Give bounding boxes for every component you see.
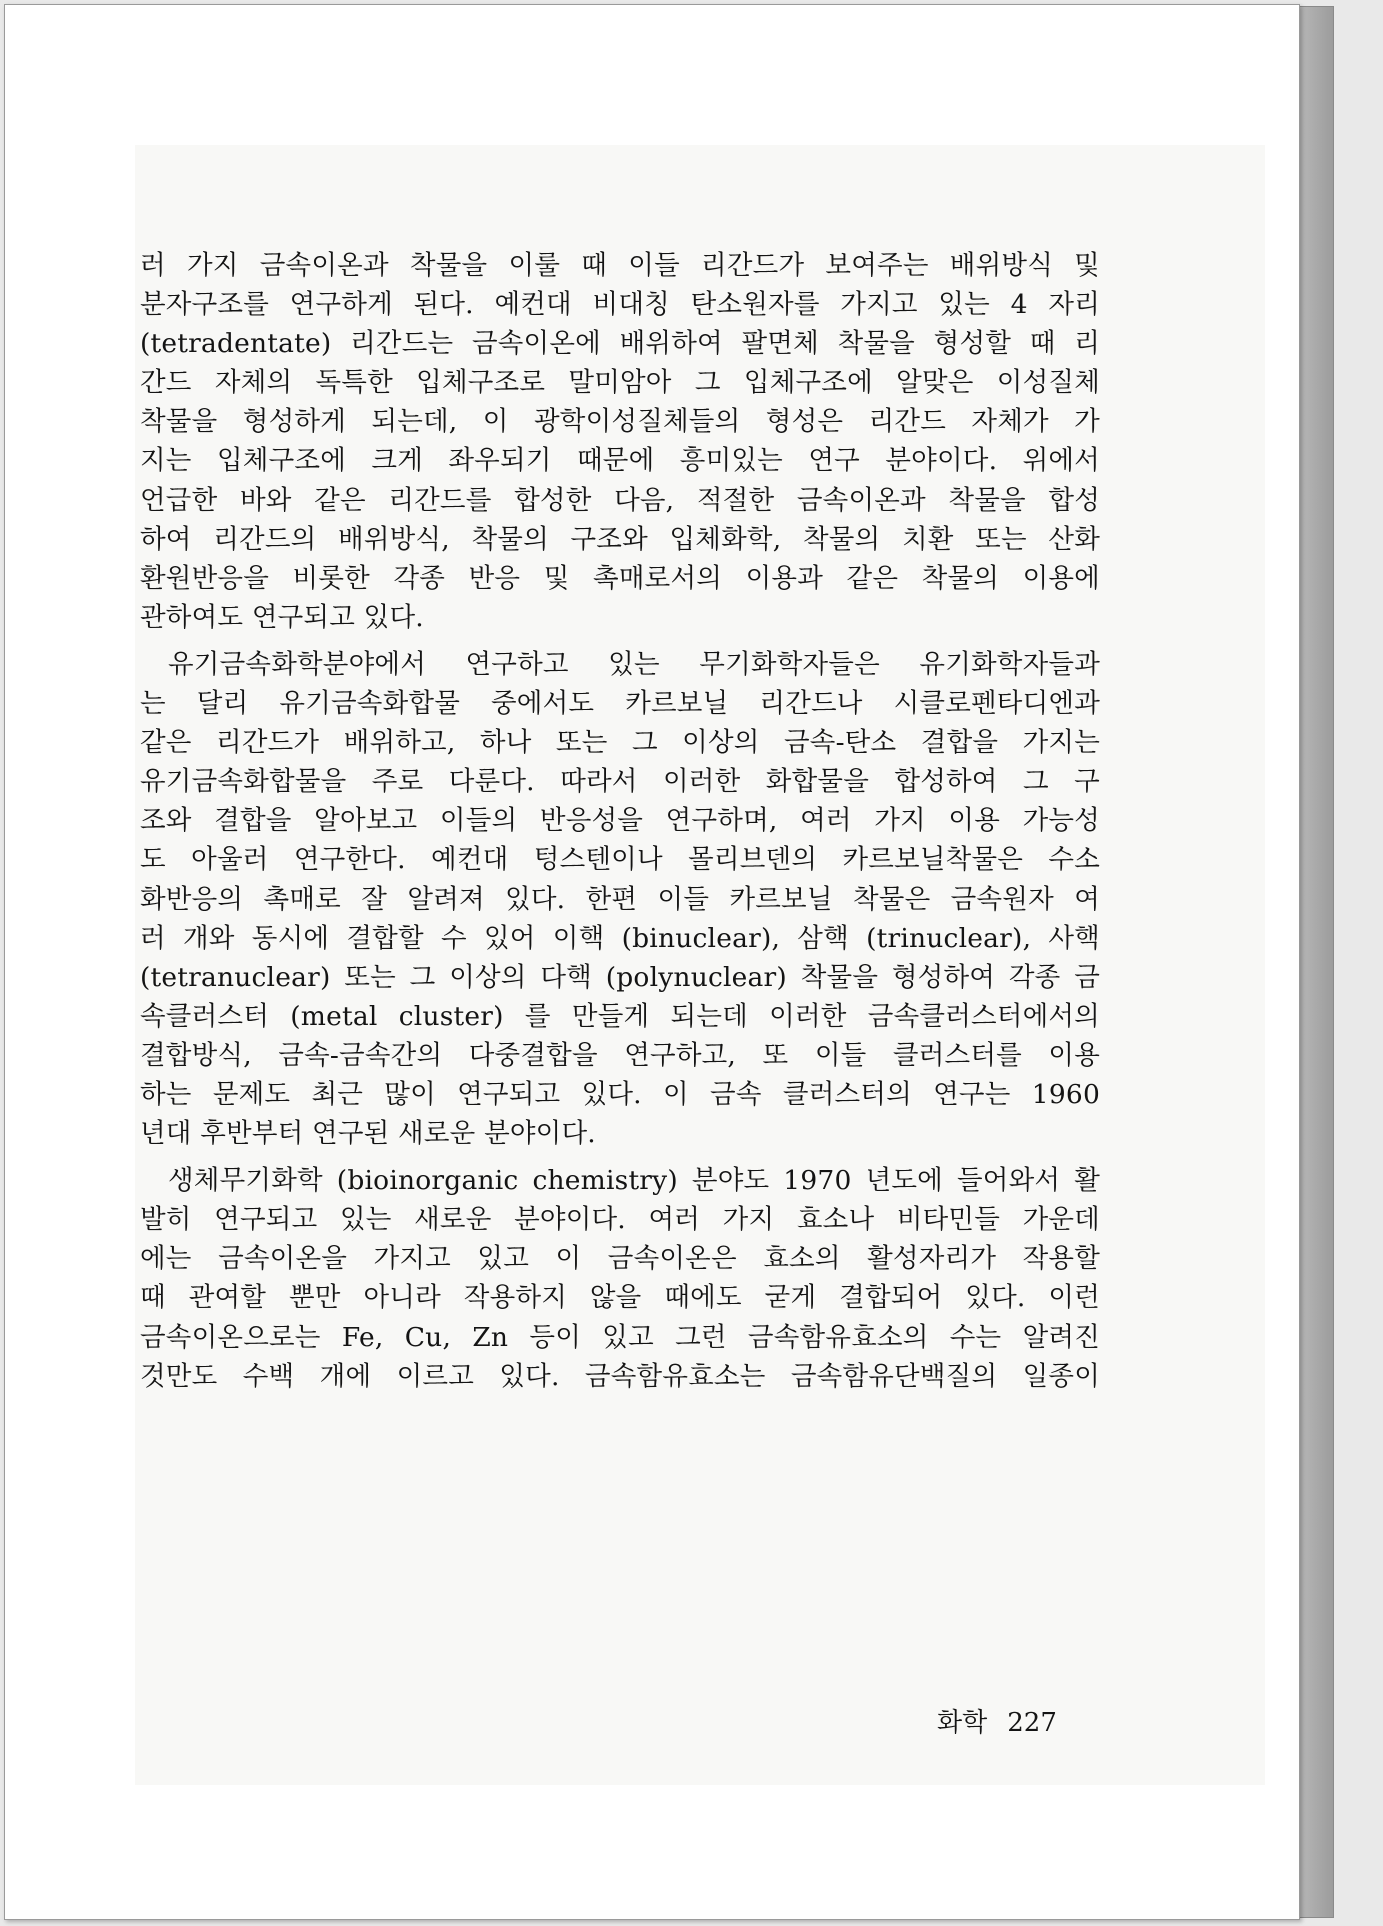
text-line: 환원반응을 비롯한 각종 반응 및 촉매로서의 이용과 같은 착물의 이용에 xyxy=(140,562,1100,594)
text-line: 금속이온으로는 Fe, Cu, Zn 등이 있고 그런 금속함유효소의 수는 알려진 xyxy=(140,1321,1100,1353)
text-line: 도 아울러 연구한다. 예컨대 텅스텐이나 몰리브덴의 카르보닐착물은 수소 xyxy=(140,844,1100,876)
text-line: 발히 연구되고 있는 새로운 분야이다. 여러 가지 효소나 비타민들 가운데 xyxy=(140,1204,1100,1236)
section-title: 화학 xyxy=(937,1708,988,1738)
paragraph-first-line: 유기금속화학분야에서 연구하고 있는 무기화학자들은 유기화학자들과 xyxy=(168,648,1100,680)
text-line: 때 관여할 뿐만 아니라 작용하지 않을 때에도 굳게 결합되어 있다. 이런 xyxy=(140,1282,1100,1314)
text-line: 간드 자체의 독특한 입체구조로 말미암아 그 입체구조에 알맞은 이성질체 xyxy=(140,367,1100,399)
page-footer xyxy=(937,1702,1057,1739)
text-line: (tetradentate) 리간드는 금속이온에 배위하여 팔면체 착물을 형성할 때 리 xyxy=(140,328,1100,360)
text-line: 에는 금속이온을 가지고 있고 이 금속이온은 효소의 활성자리가 작용할 xyxy=(140,1243,1100,1275)
text-line: 것만도 수백 개에 이르고 있다. 금속함유효소는 금속함유단백질의 일종이 xyxy=(140,1360,1100,1392)
text-line: 결합방식, 금속-금속간의 다중결합을 연구하고, 또 이들 클러스터를 이용 xyxy=(140,1039,1100,1071)
text-line: 언급한 바와 같은 리간드를 합성한 다음, 적절한 금속이온과 착물을 합성 xyxy=(140,484,1100,516)
text-line: 조와 결합을 알아보고 이들의 반응성을 연구하며, 여러 가지 이용 가능성 xyxy=(140,805,1100,837)
text-line: 유기금속화합물을 주로 다룬다. 따라서 이러한 화합물을 합성하여 그 구 xyxy=(140,766,1100,798)
text-line: 같은 리간드가 배위하고, 하나 또는 그 이상의 금속-탄소 결합을 가지는 xyxy=(140,727,1100,759)
body-text xyxy=(140,246,1100,1396)
text-line: 러 개와 동시에 결합할 수 있어 이핵 (binuclear), 삼핵 (trinuclear), 사핵 xyxy=(140,922,1100,954)
text-line: 지는 입체구조에 크게 좌우되기 때문에 흥미있는 연구 분야이다. 위에서 xyxy=(140,445,1100,477)
text-line: 속클러스터 (metal cluster) 를 만들게 되는데 이러한 금속클러스터에서의 xyxy=(140,1000,1100,1032)
text-line: 화반응의 촉매로 잘 알려져 있다. 한편 이들 카르보닐 착물은 금속원자 여 xyxy=(140,883,1100,915)
text-line: 는 달리 유기금속화합물 중에서도 카르보닐 리간드나 시클로펜타디엔과 xyxy=(140,688,1100,720)
text-line: 하여 리간드의 배위방식, 착물의 구조와 입체화학, 착물의 치환 또는 산화 xyxy=(140,523,1100,555)
text-line: 년대 후반부터 연구된 새로운 분야이다. xyxy=(140,1118,596,1150)
text-line: 러 가지 금속이온과 착물을 이룰 때 이들 리간드가 보여주는 배위방식 및 xyxy=(140,250,1100,281)
paragraph-first-line: 생체무기화학 (bioinorganic chemistry) 분야도 1970 년도에 들어와서 활 xyxy=(168,1165,1100,1197)
text-line: 관하여도 연구되고 있다. xyxy=(140,601,424,633)
text-line: 분자구조를 연구하게 된다. 예컨대 비대칭 탄소원자를 가지고 있는 4 자리 xyxy=(140,289,1100,321)
text-line: 착물을 형성하게 되는데, 이 광학이성질체들의 형성은 리간드 자체가 가 xyxy=(140,406,1100,438)
text-line: 하는 문제도 최근 많이 연구되고 있다. 이 금속 클러스터의 연구는 1960 xyxy=(140,1078,1100,1110)
page-number: 227 xyxy=(1007,1708,1057,1738)
text-line: (tetranuclear) 또는 그 이상의 다핵 (polynuclear) 착물을 형성하여 각종 금 xyxy=(140,961,1100,993)
